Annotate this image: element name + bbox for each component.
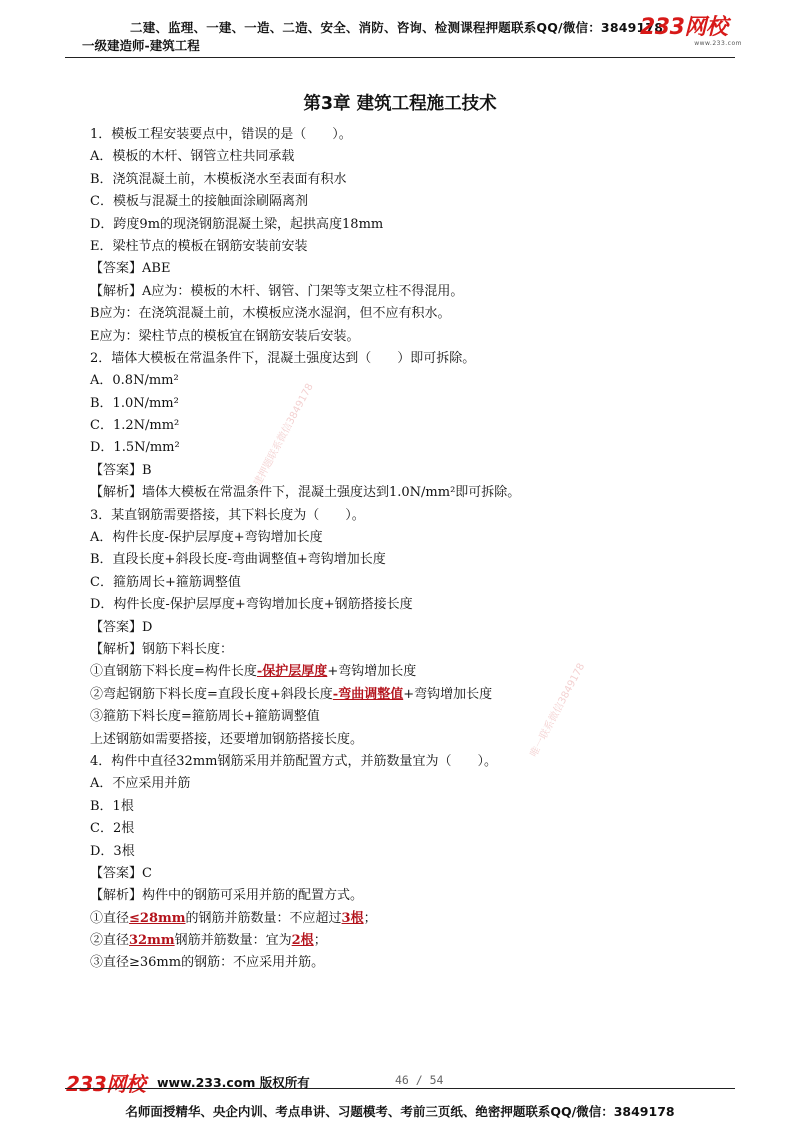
q4-28-highlight: ≤28mm: [129, 910, 186, 926]
q2-analysis: 【解析】墙体大模板在常温条件下，混凝土强度达到1.0N/mm²即可拆除。: [90, 485, 521, 501]
watermark-1: 二建押题联系微信3849178: [247, 381, 316, 498]
q2-option-a: A．0.8N/mm²: [90, 373, 179, 389]
q1-option-d: D．跨度9m的现浇钢筋混凝土梁，起拱高度18mm: [90, 216, 384, 232]
q4-option-a: A．不应采用并筋: [90, 776, 191, 792]
q3-analysis-note: 上述钢筋如需要搭接，还要增加钢筋搭接长度。: [90, 731, 364, 747]
q4-32-prefix: ②直径: [90, 933, 130, 949]
header-subject: 一级建造师-建筑工程: [82, 38, 200, 53]
q1-option-c: C．模板与混凝土的接触面涂刷隔离剂: [90, 194, 308, 210]
q4-analysis-36: ③直径≥36mm的钢筋：不应采用并筋。: [90, 955, 325, 971]
header-divider: [65, 57, 735, 58]
q4-28-middle: 的钢筋并筋数量：不应超过: [185, 910, 342, 926]
q3-analysis-straight: [90, 661, 730, 683]
q3-bent-highlight: -弯曲调整值: [332, 686, 404, 702]
q3-straight-highlight: -保护层厚度: [256, 664, 328, 680]
footer-site: www.233.com 版权所有: [157, 1075, 310, 1090]
question-4: 4．构件中直径32mm钢筋采用并筋配置方式，并筋数量宜为（ ）。: [90, 753, 497, 769]
q2-option-b: B．1.0N/mm²: [90, 395, 179, 411]
q2-answer: 【答案】B: [90, 462, 152, 478]
q3-option-b: B．直段长度+斜段长度-弯曲调整值+弯钩增加长度: [90, 552, 386, 568]
header-logo: [640, 17, 742, 53]
q2-option-d: D．1.5N/mm²: [90, 440, 180, 456]
header-contact-line: 二建、监理、一建、一造、二造、安全、消防、咨询、检测课程押题联系QQ/微信：3849178: [130, 20, 664, 35]
q1-option-b: B．浇筑混凝土前，木模板浇水至表面有积水: [90, 171, 347, 187]
q3-analysis: 【解析】钢筋下料长度：: [90, 641, 234, 657]
footer-divider: [65, 1088, 735, 1089]
header-logo-brand: 233网校: [640, 15, 728, 40]
q3-bent-prefix: ②弯起钢筋下料长度=直段长度+斜段长度: [90, 686, 333, 702]
q3-analysis-bent: [90, 684, 730, 706]
q1-analysis-b: B应为：在浇筑混凝土前，木模板应浇水湿润，但不应有积水。: [90, 306, 451, 322]
footer-contact-line: 名师面授精华、央企内训、考点串讲、习题模考、考前三页纸、绝密押题联系QQ/微信：3849178: [125, 1104, 675, 1119]
q1-answer: 【答案】ABE: [90, 261, 171, 277]
q4-32-end: ；: [313, 933, 327, 949]
q3-option-c: C．箍筋周长+箍筋调整值: [90, 574, 241, 590]
chapter-title: 第3章 建筑工程施工技术: [303, 94, 497, 114]
question-3: 3．某直钢筋需要搭接，其下料长度为（ ）。: [90, 507, 365, 523]
q4-32-count: 2根: [291, 933, 314, 949]
q3-straight-prefix: ①直钢筋下料长度=构件长度: [90, 664, 257, 680]
q3-analysis-stirrup: ③箍筋下料长度=箍筋周长+箍筋调整值: [90, 709, 320, 725]
q3-straight-suffix: +弯钩增加长度: [327, 664, 417, 680]
q4-28-count: 3根: [341, 910, 364, 926]
footer-logo: 233网校: [66, 1072, 146, 1096]
q3-answer: 【答案】D: [90, 619, 153, 635]
q1-option-a: A．模板的木杆、钢管立柱共同承载: [90, 149, 295, 165]
question-1: 1．模板工程安装要点中，错误的是（ ）。: [90, 127, 352, 142]
q1-analysis-e: E应为：梁柱节点的模板宜在钢筋安装后安装。: [90, 328, 360, 344]
question-2: 2．墙体大模板在常温条件下，混凝土强度达到（ ）即可拆除。: [90, 350, 476, 366]
q3-option-d: D．构件长度-保护层厚度+弯钩增加长度+钢筋搭接长度: [90, 597, 413, 613]
page-number: 46 / 54: [395, 1073, 444, 1087]
watermark-2: 唯一联系微信3849178: [528, 661, 588, 760]
q4-option-d: D．3根: [90, 843, 135, 859]
q4-option-b: B．1根: [90, 798, 134, 814]
q4-analysis: 【解析】构件中的钢筋可采用并筋的配置方式。: [90, 888, 364, 904]
q4-answer: 【答案】C: [90, 865, 152, 881]
header-logo-url: www.233.com: [694, 40, 742, 47]
q1-analysis: 【解析】A应为：模板的木杆、钢管、门架等支架立柱不得混用。: [90, 283, 464, 299]
q2-option-c: C．1.2N/mm²: [90, 418, 180, 434]
q4-28-prefix: ①直径: [90, 910, 130, 926]
q4-analysis-28: [90, 908, 730, 930]
q4-analysis-32: [90, 930, 730, 952]
document-body: [90, 124, 730, 975]
q4-28-end: ；: [363, 910, 377, 926]
q3-bent-suffix: +弯钩增加长度: [403, 686, 493, 702]
q1-option-e: E．梁柱节点的模板在钢筋安装前安装: [90, 238, 308, 254]
q4-option-c: C．2根: [90, 821, 135, 837]
q4-32-middle: 钢筋并筋数量：宜为: [174, 933, 292, 949]
q3-option-a: A．构件长度-保护层厚度+弯钩增加长度: [90, 530, 323, 546]
q4-32-highlight: 32mm: [129, 933, 175, 949]
